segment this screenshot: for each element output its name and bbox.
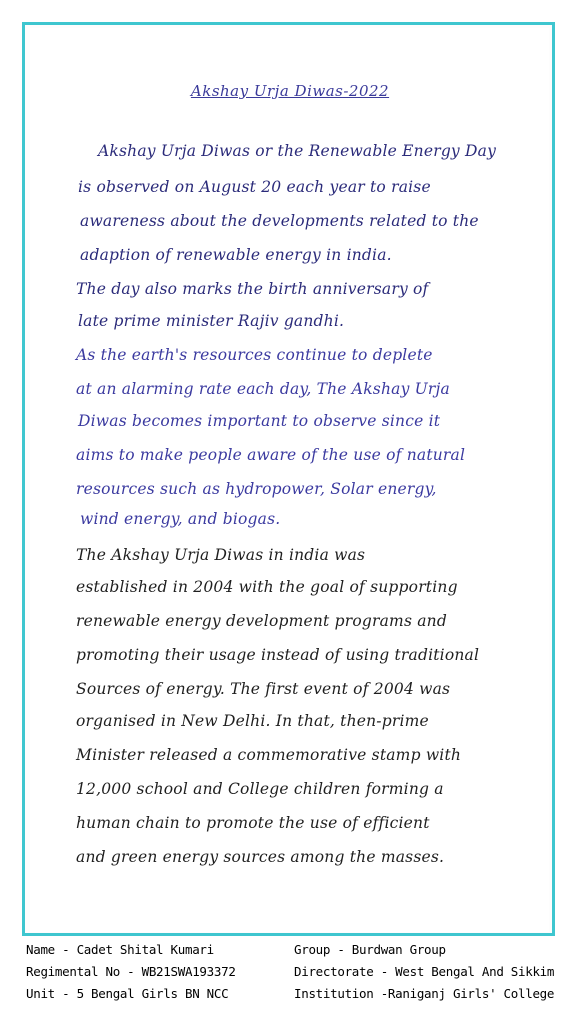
essay-line: The day also marks the birth anniversary of	[76, 280, 429, 298]
essay-line: at an alarming rate each day, The Akshay Urja	[76, 380, 450, 398]
essay-line: human chain to promote the use of efficient	[76, 814, 430, 832]
essay-line: and green energy sources among the masses.	[76, 848, 445, 866]
essay-line: established in 2004 with the goal of supporting	[76, 578, 458, 596]
essay-line: wind energy, and biogas.	[80, 510, 281, 528]
institution-name: Institution -Raniganj Girls' College	[294, 986, 555, 1001]
group-name: Group - Burdwan Group	[294, 942, 446, 957]
essay-line: Diwas becomes important to observe since it	[78, 412, 441, 430]
essay-line: late prime minister Rajiv gandhi.	[78, 312, 345, 330]
essay-title: Akshay Urja Diwas-2022	[190, 82, 390, 100]
essay-line: 12,000 school and College children forming a	[76, 780, 444, 798]
essay-line: resources such as hydropower, Solar energy,	[76, 480, 437, 498]
footer-info	[0, 938, 579, 1024]
essay-line: Minister released a commemorative stamp with	[76, 746, 462, 764]
essay-line: Sources of energy. The first event of 2004 was	[76, 680, 451, 698]
essay-line: organised in New Delhi. In that, then-prime	[76, 712, 429, 730]
essay-line: As the earth's resources continue to deplete	[76, 346, 433, 364]
essay-line: renewable energy development programs and	[76, 612, 447, 630]
essay-line: The Akshay Urja Diwas in india was	[76, 546, 366, 564]
essay-line: promoting their usage instead of using traditional	[76, 646, 480, 664]
essay-line: awareness about the developments related to the	[80, 212, 479, 230]
essay-line: Akshay Urja Diwas or the Renewable Energy Day	[98, 142, 497, 160]
cadet-name: Name - Cadet Shital Kumari	[26, 942, 214, 957]
essay-line: is observed on August 20 each year to raise	[78, 178, 431, 196]
essay-line: aims to make people aware of the use of natural	[76, 446, 466, 464]
essay-line: adaption of renewable energy in india.	[80, 246, 392, 264]
unit-name: Unit - 5 Bengal Girls BN NCC	[26, 986, 229, 1001]
directorate-name: Directorate - West Bengal And Sikkim	[294, 964, 555, 979]
regimental-number: Regimental No - WB21SWA193372	[26, 964, 236, 979]
